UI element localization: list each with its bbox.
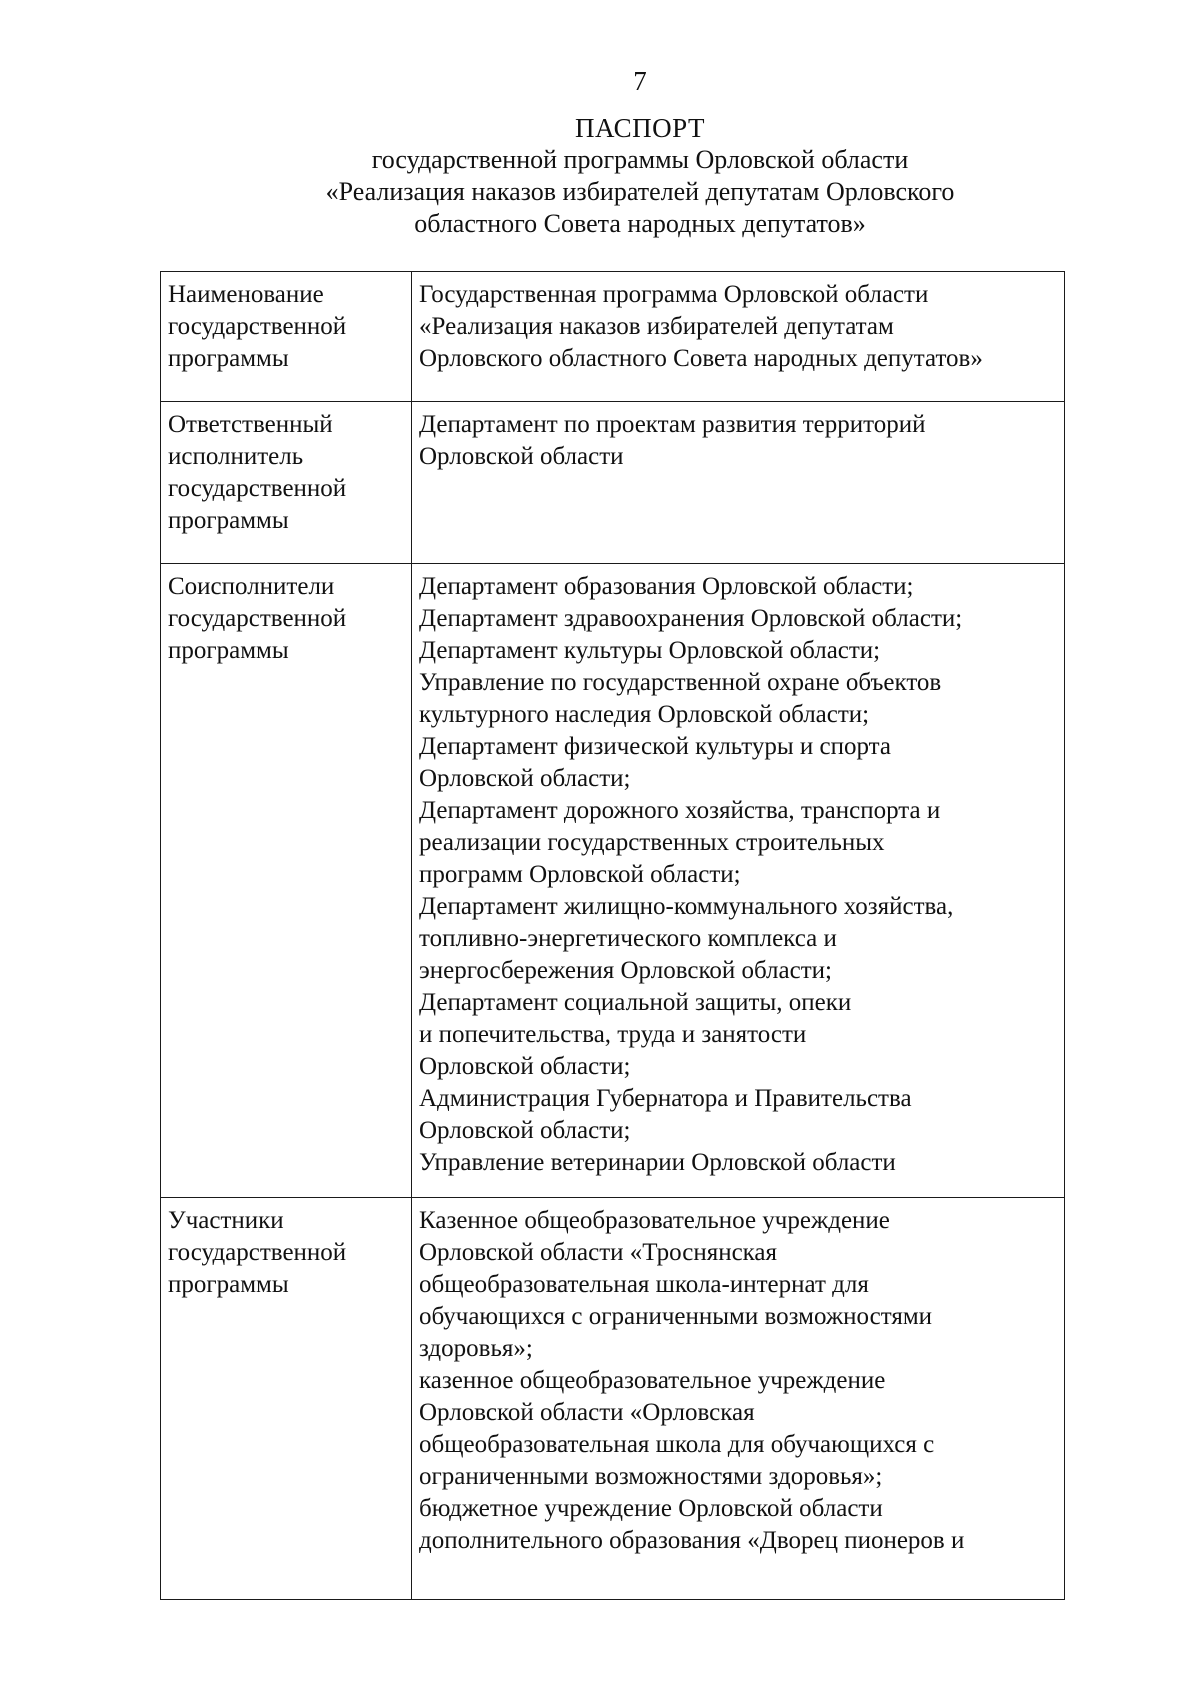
table-row bbox=[161, 1198, 1065, 1600]
row-value bbox=[412, 402, 1065, 564]
value-line: Департамент культуры Орловской области; bbox=[419, 637, 881, 664]
value-line: топливно-энергетического комплекса и bbox=[419, 925, 837, 952]
value-line: Орловской области; bbox=[419, 1117, 631, 1144]
page-number: 7 bbox=[633, 66, 647, 96]
value-line: Орловской области «Орловская bbox=[419, 1399, 755, 1426]
value-line: здоровья»; bbox=[419, 1335, 533, 1362]
value-line: культурного наследия Орловской области; bbox=[419, 701, 870, 728]
row-label: Соисполнители государственной программы bbox=[161, 564, 412, 1198]
document-title bbox=[0, 112, 1200, 240]
value-line: Департамент социальной защиты, опеки bbox=[419, 989, 852, 1016]
value-line: общеобразовательная школа для обучающихся с bbox=[419, 1431, 935, 1458]
value-line: Орловской области; bbox=[419, 765, 631, 792]
value-line: Департамент по проектам развития территорий bbox=[419, 411, 926, 438]
value-line: Орловской области «Троснянская bbox=[419, 1239, 778, 1266]
table-row bbox=[161, 272, 1065, 402]
title-line: «Реализация наказов избирателей депутатам Орловского bbox=[325, 177, 955, 206]
row-value bbox=[412, 1198, 1065, 1600]
value-line: Администрация Губернатора и Правительства bbox=[419, 1085, 912, 1112]
value-line: ограниченными возможностями здоровья»; bbox=[419, 1463, 883, 1490]
value-line: дополнительного образования «Дворец пионеров и bbox=[419, 1527, 965, 1554]
row-label: Ответственный исполнитель государственной программы bbox=[161, 402, 412, 564]
value-line: общеобразовательная школа-интернат для bbox=[419, 1271, 869, 1298]
title-heading: ПАСПОРТ bbox=[575, 113, 705, 143]
table-row bbox=[161, 564, 1065, 1198]
value-line: Управление по государственной охране объектов bbox=[419, 669, 942, 696]
value-line: Орловской области bbox=[419, 443, 624, 470]
value-line: Казенное общеобразовательное учреждение bbox=[419, 1207, 890, 1234]
row-value bbox=[412, 564, 1065, 1198]
passport-table bbox=[160, 271, 1065, 1600]
title-line: областного Совета народных депутатов» bbox=[414, 209, 866, 238]
value-line: бюджетное учреждение Орловской области bbox=[419, 1495, 883, 1522]
value-line: Орловского областного Совета народных депутатов» bbox=[419, 345, 983, 372]
table-row bbox=[161, 402, 1065, 564]
value-line: энергосбережения Орловской области; bbox=[419, 957, 832, 984]
value-line: Департамент физической культуры и спорта bbox=[419, 733, 891, 760]
value-line: и попечительства, труда и занятости bbox=[419, 1021, 807, 1048]
row-label: Участники государственной программы bbox=[161, 1198, 412, 1600]
row-label: Наименование государственной программы bbox=[161, 272, 412, 402]
value-line: Управление ветеринарии Орловской области bbox=[419, 1149, 896, 1176]
value-line: Департамент здравоохранения Орловской области; bbox=[419, 605, 963, 632]
value-line: Департамент образования Орловской области; bbox=[419, 573, 914, 600]
value-line: обучающихся с ограниченными возможностями bbox=[419, 1303, 933, 1330]
row-value bbox=[412, 272, 1065, 402]
value-line: Орловской области; bbox=[419, 1053, 631, 1080]
value-line: «Реализация наказов избирателей депутатам bbox=[419, 313, 894, 340]
title-line: государственной программы Орловской области bbox=[371, 145, 909, 174]
value-line: казенное общеобразовательное учреждение bbox=[419, 1367, 886, 1394]
value-line: Департамент дорожного хозяйства, транспорта и bbox=[419, 797, 941, 824]
value-line: программ Орловской области; bbox=[419, 861, 741, 888]
value-line: реализации государственных строительных bbox=[419, 829, 885, 856]
value-line: Государственная программа Орловской области bbox=[419, 281, 929, 308]
value-line: Департамент жилищно-коммунального хозяйства, bbox=[419, 893, 954, 920]
